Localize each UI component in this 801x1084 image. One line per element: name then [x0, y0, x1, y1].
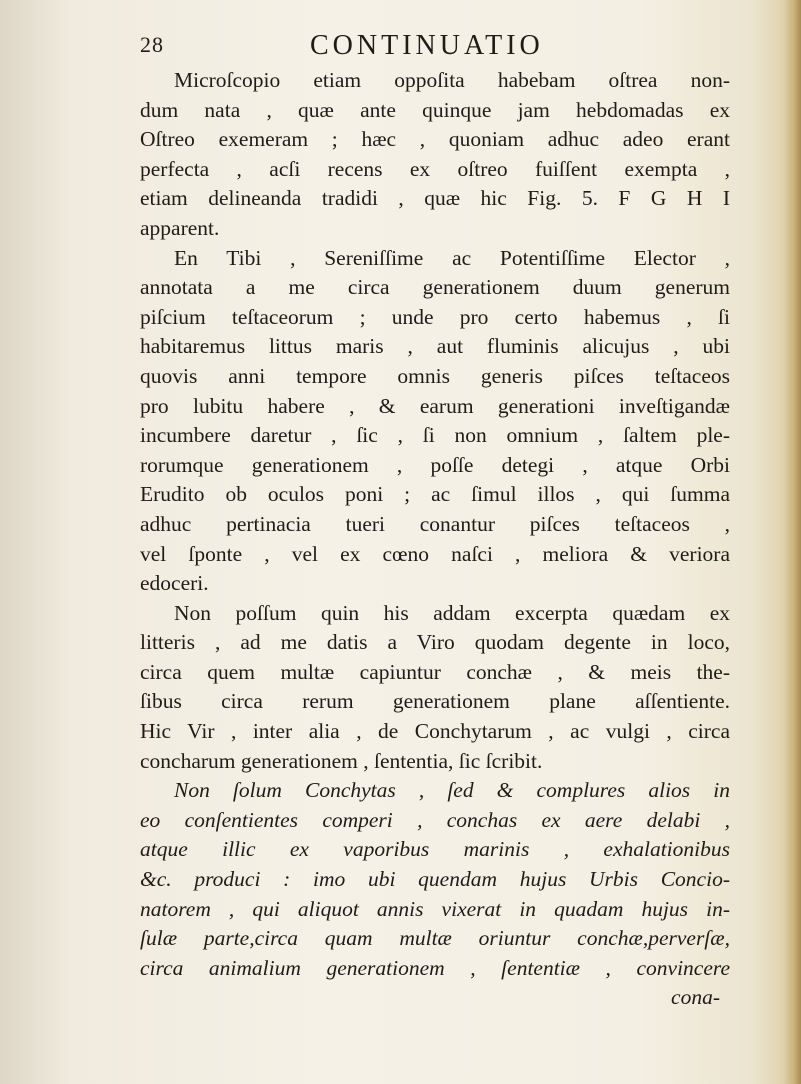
page-edge — [783, 0, 801, 1084]
running-head: CONTINUATIO — [310, 30, 544, 61]
text-line: edoceri. — [140, 571, 209, 596]
quoted-line: circa animalium generationem , ſententiæ , convincere — [140, 955, 730, 980]
text-line: perfecta , acſi recens ex oſtreo fuiſſent exempta , — [140, 156, 730, 181]
text-block — [140, 30, 730, 1013]
text-line: quovis anni tempore omnis generis piſces teſtaceos — [140, 363, 730, 388]
text-line: apparent. — [140, 215, 220, 240]
text-line: vel ſponte , vel ex cœno naſci , meliora & veriora — [140, 541, 730, 566]
page-header — [140, 30, 730, 66]
text-line: adhuc pertinacia tueri conantur piſces teſtaceos , — [140, 511, 730, 536]
text-line: concharum generationem , ſententia, ſic ſcribit. — [140, 748, 543, 773]
text-line: incumbere daretur , ſic , ſi non omnium , ſaltem ple- — [140, 423, 730, 448]
text-line: etiam delineanda tradidi , quæ hic Fig. 5. F G H I — [140, 186, 730, 211]
quoted-line: natorem , qui aliquot annis vixerat in quadam hujus in- — [140, 896, 730, 921]
quoted-line: &c. produci : imo ubi quendam hujus Urbis Concio- — [140, 867, 730, 892]
text-line: annotata a me circa generationem duum generum — [140, 275, 730, 300]
quoted-line: atque illic ex vaporibus marinis , exhalationibus — [140, 837, 730, 862]
text-line: En Tibi , Sereniſſime ac Potentiſſime Elector , — [174, 245, 730, 270]
text-line: ſibus circa rerum generationem plane aſſentiente. — [140, 689, 730, 714]
text-line: litteris , ad me datis a Viro quodam degente in loco, — [140, 630, 730, 655]
text-line: Oſtreo exemeram ; hæc , quoniam adhuc adeo erant — [140, 127, 730, 152]
text-line: Hic Vir , inter alia , de Conchytarum , ac vulgi , circa — [140, 719, 730, 744]
catchword: cona- — [671, 985, 720, 1010]
text-line: dum nata , quæ ante quinque jam hebdomadas ex — [140, 97, 730, 122]
text-line: Microſcopio etiam oppoſita habebam oſtrea non- — [174, 68, 730, 92]
quoted-line: Non ſolum Conchytas , ſed & complures alios in — [174, 778, 730, 803]
text-line: circa quem multæ capiuntur conchæ , & meis the- — [140, 659, 730, 684]
text-line: piſcium teſtaceorum ; unde pro certo habemus , ſi — [140, 304, 730, 329]
text-line: Erudito ob oculos poni ; ac ſimul illos , qui ſumma — [140, 482, 730, 507]
binding-shadow — [0, 0, 70, 1084]
text-line: Non poſſum quin his addam excerpta quædam ex — [174, 600, 730, 625]
quoted-line: ſulæ parte,circa quam multæ oriuntur conchæ,perverſæ, — [140, 926, 730, 951]
page-number: 28 — [140, 32, 164, 57]
text-line: rorumque generationem , poſſe detegi , atque Orbi — [140, 452, 730, 477]
text-line: pro lubitu habere , & earum generationi inveſtigandæ — [140, 393, 730, 418]
quoted-line: eo conſentientes comperi , conchas ex aere delabi , — [140, 807, 730, 832]
text-line: habitaremus littus maris , aut fluminis alicujus , ubi — [140, 334, 730, 359]
